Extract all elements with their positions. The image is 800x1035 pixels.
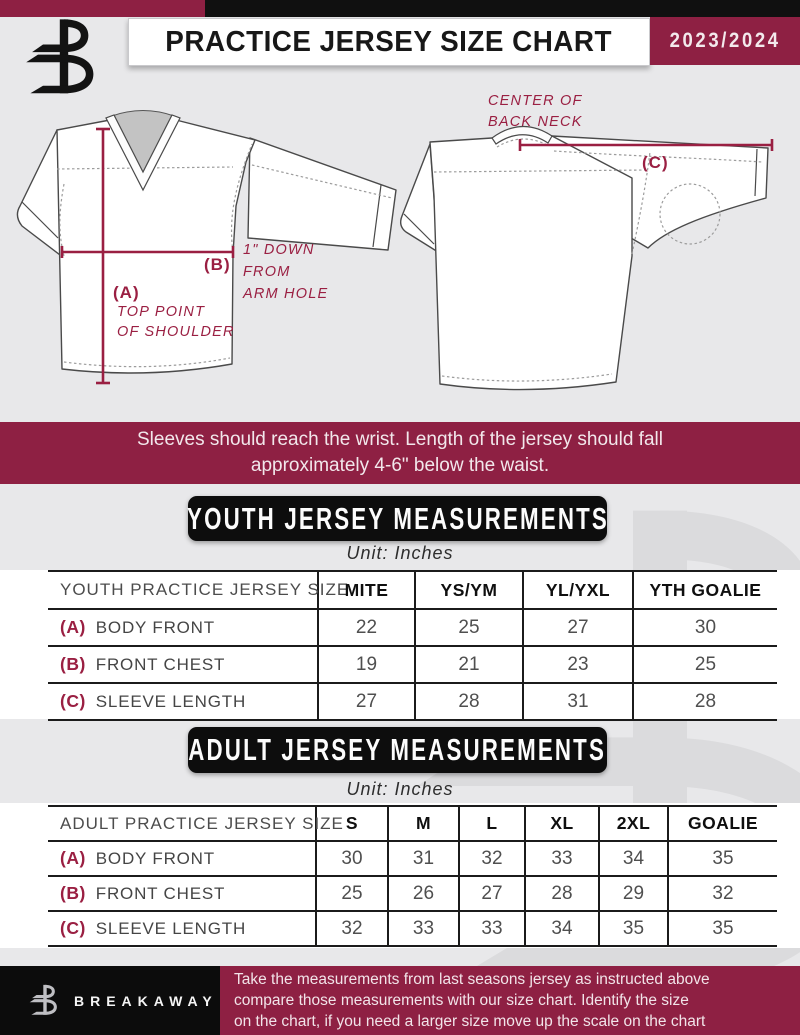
measurement-value-cell: 35 (668, 841, 777, 876)
size-column-header: MITE (318, 571, 415, 609)
label-c-caption-1: CENTER OF (488, 93, 583, 109)
measurement-value-cell: 25 (633, 646, 777, 683)
top-strip-black (205, 0, 800, 17)
size-column-header: YS/YM (415, 571, 523, 609)
measurement-value-cell: 33 (525, 841, 599, 876)
measurement-row-label (48, 683, 318, 720)
size-column-header: 2XL (599, 806, 668, 841)
jersey-diagram (0, 66, 800, 422)
measurement-value-cell: 23 (523, 646, 633, 683)
size-category-header: ADULT PRACTICE JERSEY SIZE (48, 806, 316, 841)
footer-instructions (220, 966, 800, 1035)
label-c-caption-2: BACK NECK (488, 114, 583, 130)
youth-section-title (188, 496, 607, 541)
label-a-caption-1: TOP POINT (117, 304, 206, 320)
measurement-value-cell: 34 (525, 911, 599, 946)
measurement-value-cell: 22 (318, 609, 415, 646)
measurement-value-cell: 25 (316, 876, 388, 911)
measurement-value-cell: 35 (668, 911, 777, 946)
measurement-value-cell: 21 (415, 646, 523, 683)
measurement-name: SLEEVE LENGTH (95, 692, 247, 711)
measurement-name: FRONT CHEST (95, 884, 226, 903)
fit-note-line-2: approximately 4-6" below the waist. (250, 455, 550, 476)
measurement-value-cell: 31 (523, 683, 633, 720)
measurement-value-cell: 33 (459, 911, 525, 946)
measurement-name: BODY FRONT (95, 849, 215, 868)
measurement-value-cell: 30 (316, 841, 388, 876)
measurement-value-cell: 29 (599, 876, 668, 911)
measurement-name: BODY FRONT (95, 618, 215, 637)
footer-instruction-line-1: Take the measurements from last seasons jersey as instructed above (234, 971, 710, 988)
back-jersey-graphic (401, 126, 768, 389)
measurement-key: (C) (60, 691, 86, 711)
label-a: (A) (113, 283, 140, 302)
size-column-header: XL (525, 806, 599, 841)
measurement-value-cell: 28 (415, 683, 523, 720)
measurement-key: (C) (60, 918, 86, 938)
measurement-name: FRONT CHEST (95, 655, 226, 674)
title-bar (128, 18, 650, 66)
measurement-value-cell: 32 (316, 911, 388, 946)
measurement-value-cell: 31 (388, 841, 459, 876)
measurement-value-cell: 35 (599, 911, 668, 946)
footer-brand-name: BREAKAWAY (74, 992, 218, 1009)
measurement-value-cell: 32 (668, 876, 777, 911)
measurement-value-cell: 33 (388, 911, 459, 946)
size-column-header: GOALIE (668, 806, 777, 841)
breakaway-b-logo-small-icon (28, 982, 62, 1019)
table-row (48, 841, 777, 876)
table-row (48, 911, 777, 946)
measurement-value-cell: 27 (459, 876, 525, 911)
youth-size-table (48, 570, 777, 721)
measurement-key: (A) (60, 848, 86, 868)
size-column-header: YL/YXL (523, 571, 633, 609)
measurement-key: (B) (60, 883, 86, 903)
label-c: (C) (642, 153, 669, 172)
measurement-row-label (48, 646, 318, 683)
label-b-caption-2: FROM (243, 264, 291, 280)
measurement-value-cell: 28 (633, 683, 777, 720)
table-header-row (48, 571, 777, 609)
adult-section-title (188, 727, 607, 773)
measurement-value-cell: 27 (523, 609, 633, 646)
size-column-header: YTH GOALIE (633, 571, 777, 609)
measurement-key: (A) (60, 617, 86, 637)
measurement-row-label (48, 841, 316, 876)
footer-instruction-line-2: compare those measurements with our size chart. Identify the size (234, 992, 689, 1009)
size-column-header: M (388, 806, 459, 841)
measurement-value-cell: 34 (599, 841, 668, 876)
label-b-caption-1: 1" DOWN (243, 242, 315, 258)
table-row (48, 646, 777, 683)
measurement-value-cell: 32 (459, 841, 525, 876)
adult-unit-label: Unit: Inches (346, 779, 454, 799)
label-b-caption-3: ARM HOLE (243, 286, 329, 302)
measurement-row-label (48, 911, 316, 946)
fit-note-banner (0, 422, 800, 484)
measurement-value-cell: 27 (318, 683, 415, 720)
youth-unit-label: Unit: Inches (346, 543, 454, 563)
label-a-caption-2: OF SHOULDER (117, 324, 235, 340)
table-header-row (48, 806, 777, 841)
measurement-row-label (48, 876, 316, 911)
measurement-value-cell: 30 (633, 609, 777, 646)
fit-note-line-1: Sleeves should reach the wrist. Length of the jersey should fall (137, 429, 663, 450)
measurement-value-cell: 28 (525, 876, 599, 911)
adult-size-table (48, 805, 777, 947)
measurement-value-cell: 26 (388, 876, 459, 911)
size-column-header: L (459, 806, 525, 841)
measurement-value-cell: 19 (318, 646, 415, 683)
measurement-name: SLEEVE LENGTH (95, 919, 247, 938)
table-row (48, 609, 777, 646)
youth-section-title-text: YOUTH JERSEY MEASUREMENTS (186, 500, 609, 536)
season-badge (650, 17, 800, 65)
measurement-row-label (48, 609, 318, 646)
measurement-value-cell: 25 (415, 609, 523, 646)
measurement-key: (B) (60, 654, 86, 674)
adult-section-title-text: ADULT JERSEY MEASUREMENTS (188, 732, 607, 767)
season-label: 2023/2024 (669, 29, 781, 52)
size-category-header: YOUTH PRACTICE JERSEY SIZE (48, 571, 318, 609)
footer-instruction-line-3: on the chart, if you need a larger size move up the scale on the chart (234, 1013, 706, 1030)
size-column-header: S (316, 806, 388, 841)
footer-brand-block (0, 966, 220, 1035)
table-row (48, 683, 777, 720)
table-row (48, 876, 777, 911)
label-b: (B) (204, 255, 231, 274)
page-title: PRACTICE JERSEY SIZE CHART (165, 25, 613, 58)
